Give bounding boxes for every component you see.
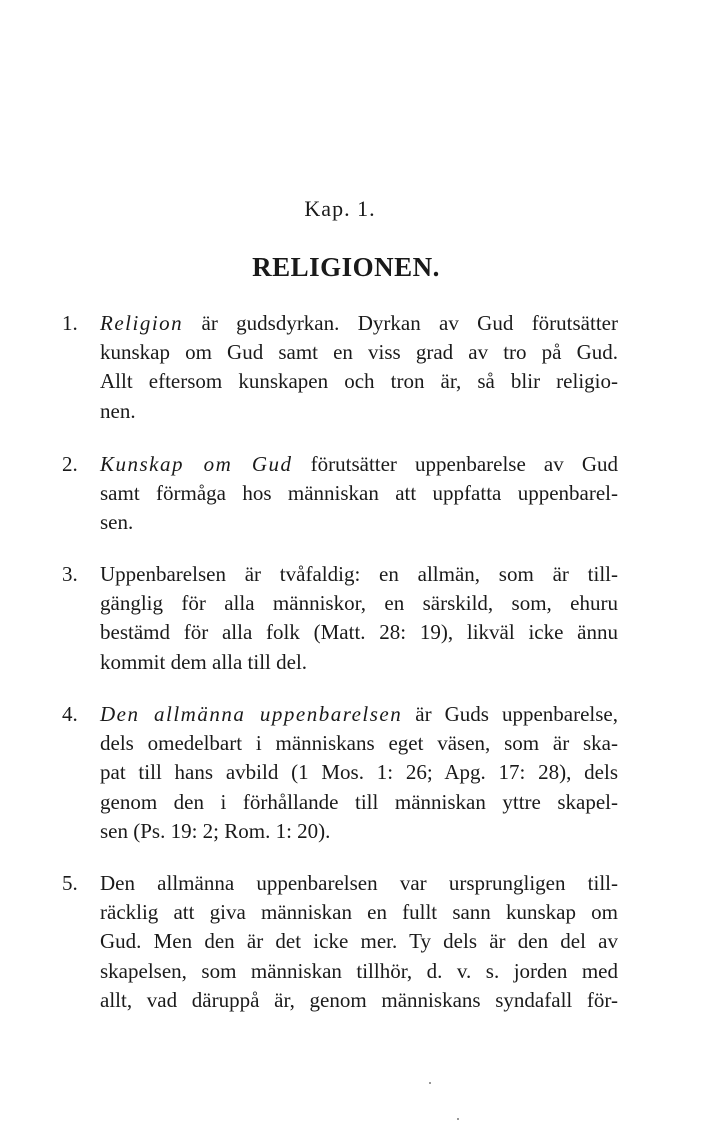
text-line: dels omedelbart i människans eget väsen, som är ska-	[100, 731, 618, 756]
paragraph-2	[62, 450, 618, 538]
text-line: bestämd för alla folk (Matt. 28: 19), likväl icke ännu	[100, 620, 618, 645]
text-line: allt, vad däruppå är, genom människans syndafall för-	[100, 987, 618, 1012]
paragraph-1	[62, 309, 618, 426]
paragraph-5	[62, 869, 618, 1015]
text-line: kommit dem alla till del.	[100, 649, 308, 674]
text-line: sen.	[100, 510, 134, 535]
chapter-title: RELIGIONEN.	[252, 252, 440, 282]
paragraph-number: 1.	[62, 311, 78, 335]
paragraph-4	[62, 700, 618, 846]
paragraph-number: 3.	[62, 562, 78, 586]
paragraph-number: 2.	[62, 452, 78, 476]
text-line: Allt eftersom kunskapen och tron är, så blir religio-	[100, 369, 618, 394]
chapter-label: Kap. 1.	[304, 196, 376, 221]
text-line: är Guds uppenbarelse,	[402, 702, 618, 726]
text-line: förutsätter uppenbarelse av Gud	[292, 452, 618, 476]
text-line: genom den i förhållande till människan yttre skapel-	[100, 789, 618, 814]
paragraph-number: 4.	[62, 702, 78, 726]
paragraph-3	[62, 560, 618, 677]
text-line: gänglig för alla människor, en särskild, som, ehuru	[100, 591, 618, 616]
text-line: pat till hans avbild (1 Mos. 1: 26; Apg. 17: 28), dels	[100, 760, 618, 785]
scan-speck	[429, 1082, 431, 1084]
scan-speck	[457, 1118, 459, 1120]
text-line: räcklig att giva människan en fullt sann kunskap om	[100, 900, 618, 925]
italic-term: Kunskap om Gud	[100, 452, 293, 476]
text-line: samt förmåga hos människan att uppfatta uppenbarel-	[100, 481, 618, 506]
text-line: kunskap om Gud samt en viss grad av tro på Gud.	[100, 340, 618, 365]
text-line: är gudsdyrkan. Dyrkan av Gud förutsätter	[183, 311, 618, 335]
paragraph-number: 5.	[62, 871, 78, 895]
text-line: Gud. Men den är det icke mer. Ty dels är den del av	[100, 929, 618, 954]
text-line: Uppenbarelsen är tvåfaldig: en allmän, som är till-	[100, 562, 618, 586]
text-line: sen (Ps. 19: 2; Rom. 1: 20).	[100, 818, 331, 843]
italic-term: Den allmänna uppenbarelsen	[100, 702, 403, 726]
text-line: nen.	[100, 398, 136, 423]
text-line: Den allmänna uppenbarelsen var ursprungligen till-	[100, 871, 618, 895]
italic-term: Religion	[100, 311, 184, 335]
text-line: skapelsen, som människan tillhör, d. v. s. jorden med	[100, 958, 618, 983]
